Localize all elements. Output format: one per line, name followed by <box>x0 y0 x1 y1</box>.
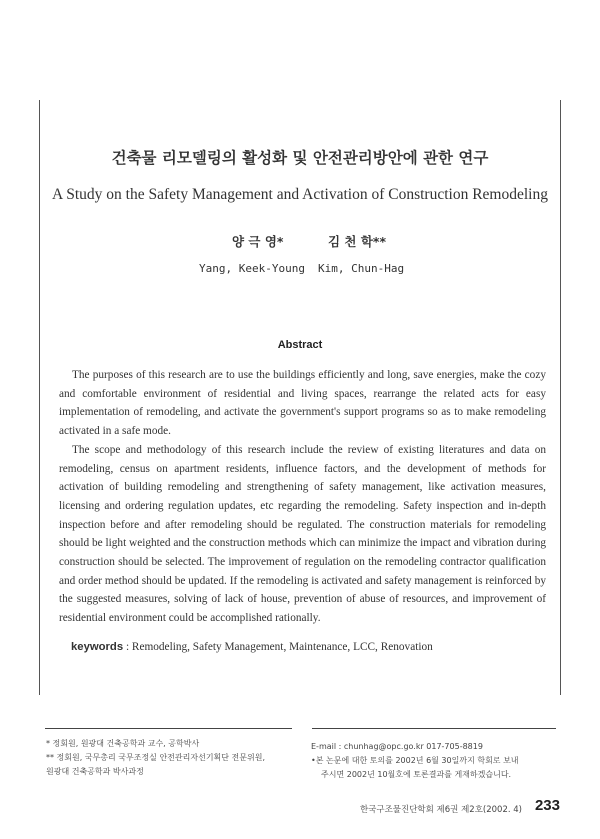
review-notice-line2: 주시면 2002년 10월호에 토론결과를 게재하겠습니다. <box>321 770 512 779</box>
keywords-text: Remodeling, Safety Management, Maintenance, LCC, Renovation <box>131 641 433 653</box>
footnote-rule-right <box>312 728 556 729</box>
keywords-line <box>71 641 433 653</box>
journal-footer: 한국구조물진단학회 제6권 제2호(2002. 4) <box>359 805 522 815</box>
author1-korean: 양 극 영* <box>232 234 284 249</box>
author2-korean: 김 천 학** <box>328 234 387 249</box>
abstract-body <box>59 366 546 628</box>
author1-english: Yang, Keek-Young <box>199 262 305 275</box>
keywords-label: keywords <box>71 641 124 653</box>
contact-email: E-mail : chunhag@opc.go.kr 017-705-8819 <box>311 742 483 751</box>
author2-footnote-line2: 원광대 건축공학과 박사과정 <box>46 767 144 776</box>
author1-footnote: * 정회원, 원광대 건축공학과 교수, 공학박사 <box>46 739 200 748</box>
author-footnotes <box>46 737 301 779</box>
abstract-paragraph-2: The scope and methodology of this research include the review of existing literatures and data on remodeling, census on apartment residents, influence factors, and the development of methods for activation of building remodeling and strengthening of safety management, like activation measures, licensing and ordering regulation updates, etc regarding the remodeling. Safety inspection and in-depth inspection before and after remodeling should be regulated. The construction materials for remodeling should be light weighted and the construction methods which can minimize the impact and vibration during construction should be selected. The improvement of regulation on the remodeling contractor qualification and order method should be updated. If the remodeling is activated and safety management is reinforced by the suggested measures, solving of lack of house, prevention of abuse of resources, and improvement of residential environment could be accomplished rationally. <box>59 443 546 625</box>
review-notice-line1: •본 논문에 대한 토의를 2002년 6월 30일까지 학회로 보내 <box>311 756 519 765</box>
title-korean: 건축물 리모델링의 활성화 및 안전관리방안에 관한 연구 <box>111 149 489 167</box>
author2-english: Kim, Chun-Hag <box>318 262 405 275</box>
contact-footnotes <box>311 740 561 782</box>
author2-footnote-line1: ** 정회원, 국무총리 국무조정실 안전관리자선기획단 전문위원, <box>46 753 265 762</box>
keywords-separator: : <box>123 641 132 653</box>
title-english: A Study on the Safety Management and Activation of Construction Remodeling <box>52 186 548 203</box>
page-number: 233 <box>534 797 560 814</box>
footnote-rule-left <box>45 728 292 729</box>
abstract-heading: Abstract <box>277 339 323 351</box>
frame-right-rule <box>560 100 561 695</box>
abstract-paragraph-1: The purposes of this research are to use the buildings efficiently and long, save energies, make the cozy and comfortable environment of residential and living spaces, rearrange the related acts for easy implementation of remodeling, and activate the government's support programs so as to make remodeling activated in a safe mode. <box>59 369 546 438</box>
